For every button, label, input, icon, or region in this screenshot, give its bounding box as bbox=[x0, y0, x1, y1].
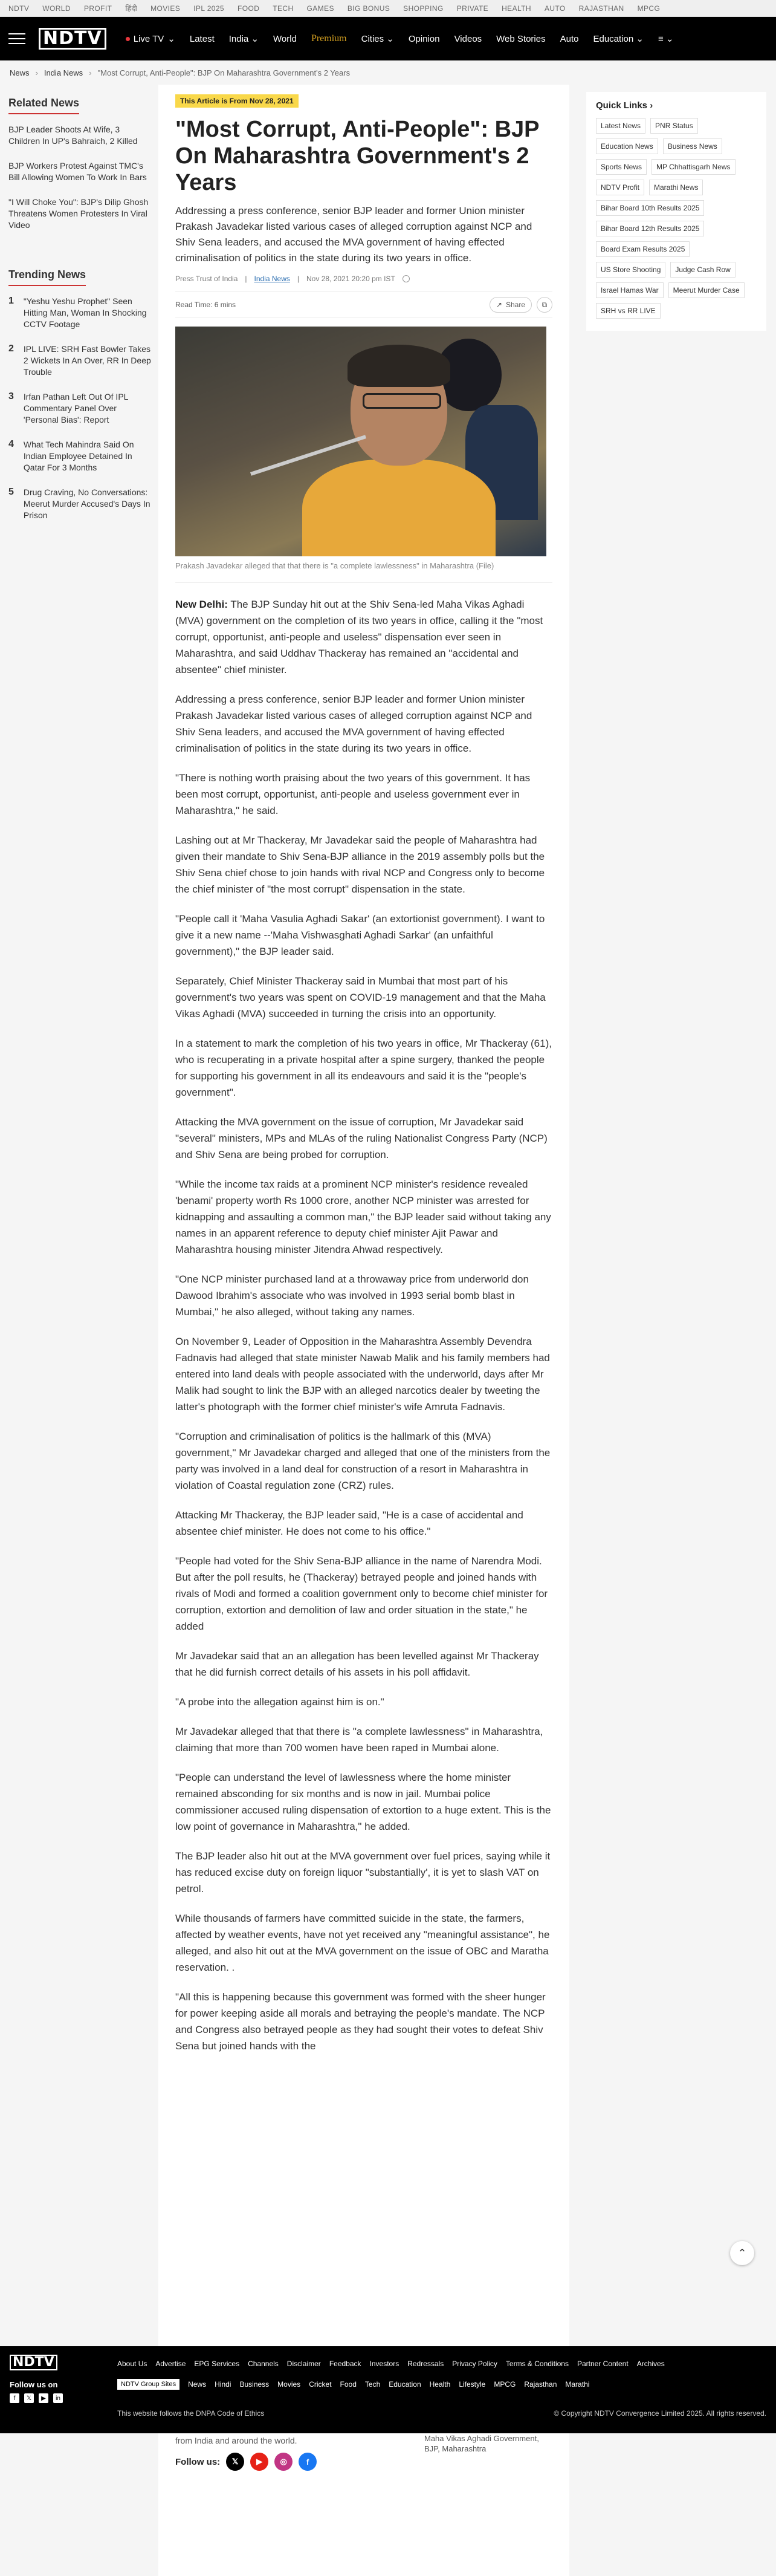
follow-blurb: from India and around the world. bbox=[175, 2436, 297, 2445]
left-sidebar bbox=[8, 97, 151, 535]
article-summary: Addressing a press conference, senior BJP leader and former Union minister Prakash Javadekar listed various cases of alleged corruption against NCP and Shiv Sena leaders, and accused the MVA government of having effected criminalisation of politics in the state during its two years in office. bbox=[175, 205, 532, 264]
group-site-link[interactable]: News bbox=[188, 2380, 207, 2389]
footer-link[interactable]: Channels bbox=[248, 2360, 279, 2368]
footer-links bbox=[117, 2360, 665, 2368]
copy-link-icon[interactable]: ⧉ bbox=[537, 297, 552, 313]
nav-cities[interactable] bbox=[361, 33, 394, 44]
article bbox=[158, 85, 569, 2576]
photo-caption: Prakash Javadekar alleged that that there is "a complete lawlessness" in Maharashtra (File) bbox=[175, 556, 552, 583]
main-nav bbox=[0, 17, 776, 60]
footer-link[interactable]: Disclaimer bbox=[286, 2360, 321, 2368]
footer-link[interactable]: Advertise bbox=[155, 2360, 186, 2368]
related-news-item[interactable]: BJP Leader Shoots At Wife, 3 Children In UP's Bahraich, 2 Killed bbox=[8, 125, 138, 146]
topstrip-link[interactable]: SHOPPING bbox=[403, 4, 444, 13]
trending-rank: 2 bbox=[8, 343, 14, 354]
footer-link[interactable]: Investors bbox=[369, 2360, 399, 2368]
footer-link[interactable]: Partner Content bbox=[577, 2360, 629, 2368]
dnpa-note: This website follows the DNPA Code of Ethics bbox=[117, 2409, 265, 2418]
topstrip-link[interactable]: PROFIT bbox=[83, 4, 112, 13]
nav-videos[interactable]: Videos bbox=[454, 33, 482, 44]
trending-rank: 3 bbox=[8, 391, 14, 402]
trending-headline: What Tech Mahindra Said On Indian Employee Detained In Qatar For 3 Months bbox=[23, 440, 134, 472]
article-paragraph: Attacking the MVA government on the issue of corruption, Mr Javadekar said "several" ministers, MPs and MLAs of the ruling Nationalist Congress Party (NCP) and Shiv Sena are being probed for corruption. bbox=[175, 1116, 548, 1160]
article-tag[interactable]: Maha Vikas Aghadi Government, bbox=[424, 2434, 539, 2443]
read-time: Read Time: 6 mins bbox=[175, 301, 236, 309]
nav-live-tv[interactable] bbox=[126, 33, 175, 44]
trending-rank: 4 bbox=[8, 439, 14, 449]
group-site-link[interactable]: Lifestyle bbox=[459, 2380, 486, 2389]
topstrip-link[interactable]: AUTO bbox=[544, 4, 566, 13]
trending-rank: 5 bbox=[8, 487, 14, 497]
meta-separator: | bbox=[245, 275, 247, 283]
article-paragraph bbox=[175, 596, 552, 678]
related-news-title: Related News bbox=[8, 97, 79, 114]
footer-link[interactable]: Archives bbox=[636, 2360, 665, 2368]
article-paragraph: "All this is happening because this government was formed with the sheer hunger for power keeping aside all morals and betraying the people's mandate. The NCP and Congress also betrayed people as they had sought their votes to defeat Shiv Sena but joined hands with the bbox=[175, 1991, 546, 2052]
trending-item[interactable] bbox=[8, 343, 151, 378]
nav-web-stories[interactable]: Web Stories bbox=[496, 33, 546, 44]
quick-links-panel bbox=[586, 92, 766, 331]
group-sites bbox=[117, 2379, 589, 2390]
topstrip-link[interactable]: MPCG bbox=[637, 4, 661, 13]
quick-link[interactable]: Bihar Board 10th Results 2025 bbox=[596, 200, 704, 216]
topstrip-link[interactable]: FOOD bbox=[238, 4, 260, 13]
topstrip-link[interactable]: PRIVATE bbox=[456, 4, 489, 13]
copyright: © Copyright NDTV Convergence Limited 2025. All rights reserved. bbox=[554, 2409, 766, 2418]
nav-india[interactable] bbox=[229, 33, 259, 44]
chevron-down-icon: ⌄ bbox=[167, 34, 175, 44]
footer bbox=[0, 2346, 776, 2433]
article-paragraph: "One NCP minister purchased land at a throwaway price from underworld don Dawood Ibrahim's associate who was involved in 1993 serial bomb blast in Mumbai," he also alleged, without taking any names. bbox=[175, 1273, 529, 1318]
quick-links-label: Quick Links bbox=[596, 100, 648, 111]
article-category-link[interactable]: India News bbox=[254, 275, 290, 283]
nav-latest[interactable]: Latest bbox=[189, 33, 215, 44]
follow-us-label: Follow us: bbox=[175, 2456, 221, 2467]
quick-link[interactable]: Meerut Murder Case bbox=[668, 282, 745, 298]
breadcrumb bbox=[0, 60, 776, 85]
read-bar bbox=[175, 291, 552, 318]
quick-link[interactable]: NDTV Profit bbox=[596, 180, 644, 195]
article-tags bbox=[424, 2433, 539, 2454]
footer-logo[interactable]: NDTV bbox=[10, 2355, 57, 2370]
nav-premium[interactable]: Premium bbox=[311, 33, 347, 44]
scroll-to-top-button[interactable]: ⌃ bbox=[730, 2241, 754, 2265]
breadcrumb-separator: › bbox=[35, 68, 38, 77]
quick-link[interactable]: Board Exam Results 2025 bbox=[596, 241, 690, 257]
quick-link[interactable]: Sports News bbox=[596, 159, 647, 175]
article-bottom bbox=[158, 2433, 569, 2576]
article-source: Press Trust of India bbox=[175, 275, 238, 283]
instagram-icon[interactable]: ◎ bbox=[274, 2453, 293, 2471]
quick-link[interactable]: MP Chhattisgarh News bbox=[652, 159, 736, 175]
article-paragraph: "People can understand the level of lawlessness where the home minister remained absconding for six months and is now in jail. Mumbai police commissioner accused ruling dispensation of extortion to a huge extent. This is the low point of governance in Maharashtra," he added. bbox=[175, 1772, 551, 1832]
group-site-link[interactable]: Rajasthan bbox=[524, 2380, 557, 2389]
trending-rank: 1 bbox=[8, 296, 14, 306]
footer-link[interactable]: Redressals bbox=[407, 2360, 444, 2368]
top-strip bbox=[0, 0, 776, 17]
article-paragraph: "A probe into the allegation against him is on." bbox=[175, 1696, 384, 1708]
article-paragraph: The BJP leader also hit out at the MVA government over fuel prices, saying while it has reduced excise duty on foreign liquor "substantially', it is yet to slash VAT on petrol. bbox=[175, 1850, 551, 1895]
article-tag[interactable]: BJP, Maharashtra bbox=[424, 2444, 487, 2453]
footer-social-icons bbox=[10, 2393, 63, 2403]
group-sites-tag: NDTV Group Sites bbox=[117, 2379, 179, 2390]
x-icon[interactable]: 𝕏 bbox=[24, 2393, 34, 2403]
nav-auto[interactable]: Auto bbox=[560, 33, 579, 44]
chevron-down-icon: ⌄ bbox=[386, 34, 394, 44]
quick-link[interactable]: PNR Status bbox=[650, 118, 698, 134]
topstrip-link[interactable]: TECH bbox=[273, 4, 294, 13]
quick-link[interactable]: Judge Cash Row bbox=[670, 262, 735, 278]
quick-link[interactable]: Bihar Board 12th Results 2025 bbox=[596, 221, 704, 236]
chevron-right-icon: › bbox=[650, 100, 653, 111]
hamburger-menu-icon[interactable] bbox=[8, 33, 25, 44]
footer-link[interactable]: EPG Services bbox=[194, 2360, 240, 2368]
article-paragraph: In a statement to mark the completion of his two years in office, Mr Thackeray (61), who is recuperating in a private hospital after a spine surgery, thanked the people for supporting his government in all its endeavours and said it is the "people's government". bbox=[175, 1038, 552, 1098]
share-button[interactable] bbox=[490, 297, 532, 313]
breadcrumb-section[interactable]: India News bbox=[44, 68, 83, 77]
nav-india-label: India bbox=[228, 34, 249, 44]
topstrip-link[interactable]: BIG BONUS bbox=[347, 4, 390, 13]
article-paragraph: Mr Javadekar alleged that that there is "a complete lawlessness" in Maharashtra, claiming that more than 700 women have been raped in Mumbai alone. bbox=[175, 1726, 543, 1754]
quick-link[interactable]: Business News bbox=[663, 138, 722, 154]
share-label: Share bbox=[505, 301, 525, 309]
more-menu-icon[interactable]: ≡ ⌄ bbox=[658, 34, 674, 44]
article-dateline: New Delhi: bbox=[175, 599, 228, 610]
group-site-link[interactable]: Hindi bbox=[215, 2380, 231, 2389]
topstrip-link[interactable]: GAMES bbox=[306, 4, 334, 13]
article-actions bbox=[490, 297, 552, 313]
breadcrumb-current: "Most Corrupt, Anti-People": BJP On Maharashtra Government's 2 Years bbox=[97, 68, 351, 77]
linkedin-icon[interactable]: in bbox=[53, 2393, 63, 2403]
trending-item[interactable] bbox=[8, 439, 151, 473]
footer-follow-label: Follow us on bbox=[10, 2380, 58, 2389]
nav-live-label: Live TV bbox=[133, 33, 164, 44]
footer-link[interactable]: Privacy Policy bbox=[452, 2360, 497, 2368]
live-dot-icon bbox=[126, 37, 130, 41]
breadcrumb-home[interactable]: News bbox=[10, 68, 30, 77]
quick-link[interactable]: US Store Shooting bbox=[596, 262, 665, 278]
trending-headline: Drug Craving, No Conversations: Meerut Murder Accused's Days In Prison bbox=[23, 487, 150, 520]
trending-item[interactable] bbox=[8, 296, 151, 330]
trending-item[interactable] bbox=[8, 391, 151, 426]
article-photo bbox=[175, 327, 546, 556]
group-site-link[interactable]: Marathi bbox=[565, 2380, 590, 2389]
breadcrumb-separator: › bbox=[89, 68, 92, 77]
footer-link[interactable]: About Us bbox=[117, 2360, 147, 2368]
meta-separator: | bbox=[297, 275, 300, 283]
chevron-down-icon: ⌄ bbox=[251, 34, 259, 44]
group-site-link[interactable]: Business bbox=[239, 2380, 270, 2389]
topstrip-link[interactable]: RAJASTHAN bbox=[578, 4, 624, 13]
article-paragraph: "There is nothing worth praising about the two years of this government. It has been most corrupt, opportunist, anti-people and useless government ever in Maharashtra," he said. bbox=[175, 772, 531, 816]
footer-link[interactable]: Terms & Conditions bbox=[505, 2360, 569, 2368]
trending-headline: "Yeshu Yeshu Prophet" Seen Hitting Man, Woman In Shocking CCTV Footage bbox=[23, 296, 147, 329]
article-meta bbox=[175, 275, 552, 283]
topstrip-link[interactable]: WORLD bbox=[42, 4, 71, 13]
quick-links-title bbox=[596, 100, 757, 111]
paragraph-text: The BJP Sunday hit out at the Shiv Sena-led Maha Vikas Aghadi (MVA) government on the completion of its two years in office, calling it the "most corrupt, opportunist, anti-people and useless" dispensation ever seen in Maharashtra, and said Uddhav Thackeray has remained an "accidental and absentee" chief minister. bbox=[175, 599, 543, 675]
follow-us-row bbox=[175, 2453, 552, 2471]
related-news-item[interactable]: "I Will Choke You": BJP's Dilip Ghosh Threatens Women Protesters In Viral Video bbox=[8, 197, 149, 230]
article-paragraph: While thousands of farmers have committed suicide in the state, the farmers, affected by weather events, have not yet received any "meaningful assistance", he alleged, and also hit out at the MVA government on the issue of OBC and Maratha reservation. . bbox=[175, 1913, 550, 1973]
chevron-down-icon: ⌄ bbox=[636, 34, 644, 44]
article-paragraph: Lashing out at Mr Thackeray, Mr Javadekar said the people of Maharashtra had given their mandate to Shiv Sena-BJP alliance in the 2019 assembly polls but the Shiv Sena chief chose to join hands with rival NCP and Congress only to become the chief minister of "the most corrupt" dispensation in the state. bbox=[175, 834, 545, 895]
article-paragraph: On November 9, Leader of Opposition in the Maharashtra Assembly Devendra Fadnavis had alleged that state minister Nawab Malik and his family members had entered into land deals with people associated with the underworld, days after Mr Malik had sought to link the BJP with an alleged narcotics dealer by tweeting the latter's photograph with the former chief minister's wife Amruta Fadnavis. bbox=[175, 1336, 550, 1413]
article-date: Nov 28, 2021 20:20 pm IST bbox=[306, 275, 395, 283]
article-paragraph: "People had voted for the Shiv Sena-BJP alliance in the name of Narendra Modi. But after the poll results, he (Thackeray) betrayed people and joined hands with rivals of Modi and formed a coalition government only to become chief minister for corruption, extortion and demolition of law and order situation in the state," he added bbox=[175, 1555, 548, 1632]
nav-world[interactable]: World bbox=[273, 33, 297, 44]
facebook-icon[interactable]: f bbox=[10, 2393, 19, 2403]
trending-headline: Irfan Pathan Left Out Of IPL Commentary Panel Over 'Personal Bias': Report bbox=[23, 392, 128, 424]
x-icon[interactable]: 𝕏 bbox=[226, 2453, 244, 2471]
group-site-link[interactable]: Food bbox=[340, 2380, 357, 2389]
group-site-link[interactable]: MPCG bbox=[494, 2380, 516, 2389]
trending-item[interactable] bbox=[8, 487, 151, 521]
facebook-icon[interactable]: f bbox=[299, 2453, 317, 2471]
article-paragraph: "People call it 'Maha Vasulia Aghadi Sakar' (an extortionist government). I want to give it a new name --'Maha Vishwasghati Aghadi Sarkar' (an unfaithful government)," the BJP leader said. bbox=[175, 913, 545, 957]
youtube-icon[interactable]: ▶ bbox=[250, 2453, 268, 2471]
group-site-link[interactable]: Education bbox=[389, 2380, 421, 2389]
quick-link[interactable]: SRH vs RR LIVE bbox=[596, 303, 661, 319]
nav-opinion[interactable]: Opinion bbox=[408, 33, 440, 44]
clock-icon bbox=[403, 275, 410, 282]
nav-education-label: Education bbox=[593, 34, 634, 44]
quick-link[interactable]: Education News bbox=[596, 138, 658, 154]
topstrip-link[interactable]: IPL 2025 bbox=[193, 4, 224, 13]
group-site-link[interactable]: Health bbox=[429, 2380, 451, 2389]
site-logo[interactable]: NDTV bbox=[39, 28, 106, 50]
article-paragraph: "Corruption and criminalisation of politics is the hallmark of this (MVA) government," Mr Javadekar charged and alleged that one of the ministers from the party was involved in a land deal for construction of a resort in Maharashtra in violation of Coastal regulation zone (CRZ) rules. bbox=[175, 1431, 551, 1491]
quick-link[interactable]: Latest News bbox=[596, 118, 645, 134]
quick-link[interactable]: Marathi News bbox=[649, 180, 703, 195]
article-date-badge: This Article is From Nov 28, 2021 bbox=[175, 94, 299, 108]
topstrip-link[interactable]: HEALTH bbox=[502, 4, 531, 13]
article-paragraph: "While the income tax raids at a prominent NCP minister's residence revealed 'benami' property worth Rs 1000 crore, another NCP minister was arrested for kidnapping and assaulting a common man," the BJP leader said without taking any names in an apparent reference to deputy chief minister Ajit Pawar and Maharashtra housing minister Jitendra Ahwad respectively. bbox=[175, 1179, 551, 1255]
group-site-link[interactable]: Tech bbox=[364, 2380, 381, 2389]
quick-link[interactable]: Israel Hamas War bbox=[596, 282, 664, 298]
trending-headline: IPL LIVE: SRH Fast Bowler Takes 2 Wickets In An Over, RR In Deep Trouble bbox=[23, 344, 151, 377]
article-paragraph: Attacking Mr Thackeray, the BJP leader said, "He is a case of accidental and absentee chief minister. He does not come to his office." bbox=[175, 1509, 523, 1537]
footer-link[interactable]: Feedback bbox=[329, 2360, 361, 2368]
topstrip-link[interactable]: हिंदी bbox=[125, 4, 138, 13]
group-site-link[interactable]: Movies bbox=[277, 2380, 301, 2389]
group-site-link[interactable]: Cricket bbox=[309, 2380, 332, 2389]
nav-education[interactable] bbox=[593, 33, 643, 44]
article-paragraph: Separately, Chief Minister Thackeray said in Mumbai that most part of his government's two years was spent on COVID-19 management and that the Maha Vikas Aghadi (MVA) succeeded in turning the crisis into an opportunity. bbox=[175, 975, 546, 1020]
trending-news-title: Trending News bbox=[8, 268, 86, 286]
related-news-item[interactable]: BJP Workers Protest Against TMC's Bill Allowing Women To Work In Bars bbox=[8, 161, 147, 182]
topstrip-link[interactable]: MOVIES bbox=[150, 4, 181, 13]
youtube-icon[interactable]: ▶ bbox=[39, 2393, 48, 2403]
article-headline: "Most Corrupt, Anti-People": BJP On Maharashtra Government's 2 Years bbox=[175, 117, 539, 195]
nav-cities-label: Cities bbox=[361, 34, 384, 44]
share-icon: ↗ bbox=[496, 301, 502, 309]
quick-links-list bbox=[596, 118, 757, 319]
article-paragraph: Addressing a press conference, senior BJP leader and former Union minister Prakash Javadekar listed various cases of alleged corruption against NCP and Shiv Sena leaders, and accused the MVA government of having effected criminalisation of politics in the state during its two years in office. bbox=[175, 694, 532, 754]
topstrip-link[interactable]: NDTV bbox=[8, 4, 30, 13]
article-paragraph: Mr Javadekar said that an an allegation has been levelled against Mr Thackeray that he did furnish correct details of his assets in his poll affidavit. bbox=[175, 1650, 539, 1678]
